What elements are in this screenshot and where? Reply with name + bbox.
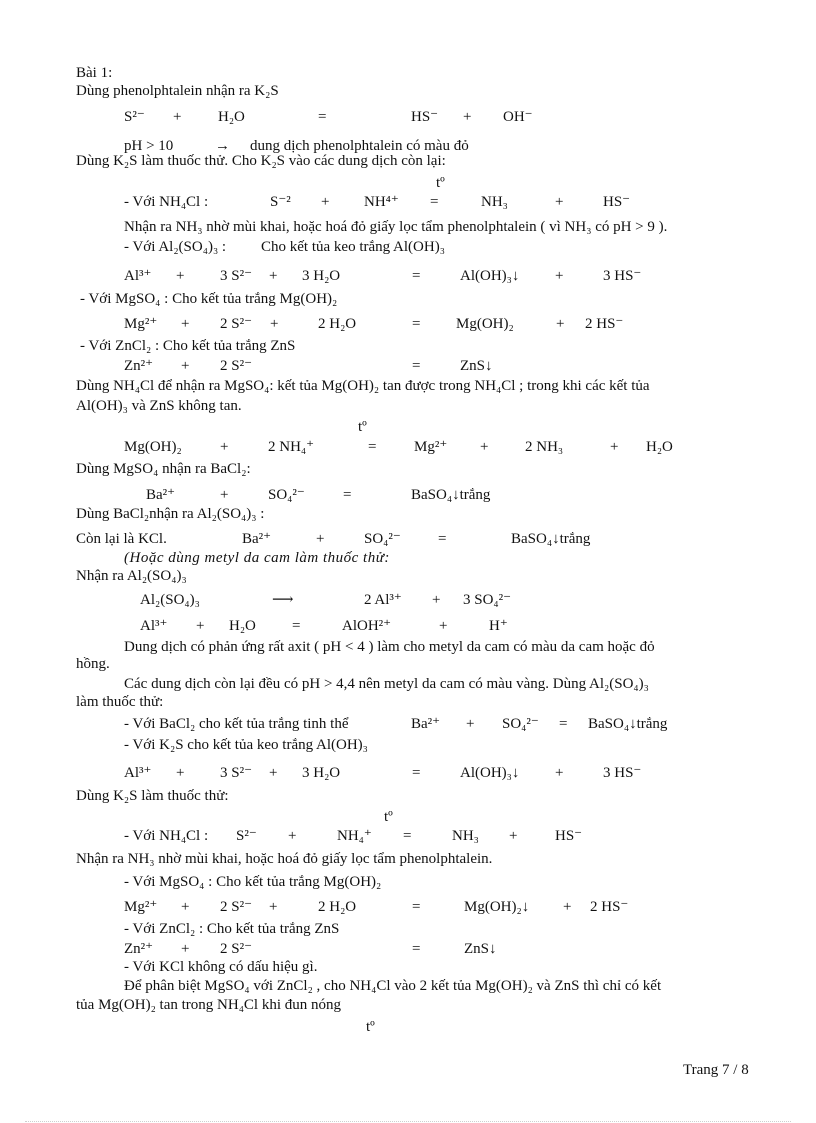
line-9-vo-i-al-so: - Với Al₂(SO₄)₃ : bbox=[124, 239, 227, 255]
line-9-cho-ke-t-tu-a-keo-tra-ng-al-: Cho kết tủa keo trắng Al(OH)₃ bbox=[261, 239, 445, 255]
line-33-al-oh: Al(OH)₃↓ bbox=[460, 765, 520, 781]
line-2-du-ng-phenolphtalein-nha-n-r: Dùng phenolphtalein nhận ra K₂S bbox=[76, 83, 279, 99]
line-7-symbol: = bbox=[430, 194, 439, 210]
line-39-symbol: + bbox=[269, 899, 278, 915]
line-36-vo-i-nh-cl: - Với NH₄Cl : bbox=[124, 828, 209, 844]
line-39-mg-oh: Mg(OH)₂↓ bbox=[464, 899, 530, 915]
line-25-symbol: + bbox=[432, 592, 441, 608]
line-4-symbol: → bbox=[215, 138, 230, 154]
line-31-baso-tra-ng: BaSO₄↓trắng bbox=[588, 716, 668, 732]
line-12-symbol: = bbox=[412, 316, 421, 332]
line-25-2-al: 2 Al³⁺ bbox=[364, 592, 402, 608]
line-39-mg: Mg²⁺ bbox=[124, 899, 158, 915]
line-1-ba-i-1: Bài 1: bbox=[76, 65, 113, 81]
line-20-symbol: = bbox=[343, 487, 352, 503]
line-33-symbol: + bbox=[269, 765, 278, 781]
line-12-mg-oh: Mg(OH)₂ bbox=[456, 316, 514, 332]
line-26-h-o: H₂O bbox=[229, 618, 256, 634]
line-39-2-h-o: 2 H₂O bbox=[318, 899, 357, 915]
line-31-so: SO₄²⁻ bbox=[502, 716, 539, 732]
line-36-symbol: = bbox=[403, 828, 412, 844]
line-18-symbol: + bbox=[480, 439, 489, 455]
line-3-symbol: + bbox=[173, 109, 182, 125]
line-31-symbol: + bbox=[466, 716, 475, 732]
line-31-vo-i-bacl-cho-ke-t-tu-a-tra-: - Với BaCl₂ cho kết tủa trắng tinh thể bbox=[124, 716, 349, 732]
line-33-symbol: + bbox=[555, 765, 564, 781]
line-4-ph-10: pH > 10 bbox=[124, 138, 174, 154]
line-40-vo-i-zncl-cho-ke-t-tu-a-tra-: - Với ZnCl₂ : Cho kết tủa trắng ZnS bbox=[124, 921, 340, 937]
line-10-3-hs: 3 HS⁻ bbox=[603, 268, 642, 284]
line-37-nha-n-ra-nh-nho-mu-i-khai-ho: Nhận ra NH₃ nhờ mùi khai, hoặc hoá đỏ giấy lọc tẩm phenolphtalein. bbox=[76, 851, 493, 867]
line-7-hs: HS⁻ bbox=[603, 194, 631, 210]
line-33-symbol: = bbox=[412, 765, 421, 781]
line-22-symbol: + bbox=[316, 531, 325, 547]
line-3-s: S²⁻ bbox=[124, 109, 145, 125]
line-14-2-s: 2 S²⁻ bbox=[220, 358, 253, 374]
line-25-3-so: 3 SO₄²⁻ bbox=[463, 592, 512, 608]
line-21-du-ng-bacl-nha-n-ra-al-so: Dùng BaCl₂nhận ra Al₂(SO₄)₃ : bbox=[76, 506, 265, 522]
line-19-du-ng-mgso-nha-n-ra-bacl: Dùng MgSO₄ nhận ra BaCl₂: bbox=[76, 461, 251, 477]
line-12-2-hs: 2 HS⁻ bbox=[585, 316, 624, 332]
line-7-vo-i-nh-cl: - Với NH₄Cl : bbox=[124, 194, 209, 210]
line-3-symbol: = bbox=[318, 109, 327, 125]
line-14-zns: ZnS↓ bbox=[460, 358, 493, 374]
line-18-symbol: = bbox=[368, 439, 377, 455]
line-18-symbol: + bbox=[610, 439, 619, 455]
line-20-so: SO₄²⁻ bbox=[268, 487, 305, 503]
line-44-tu-a-mg-oh-tan-trong-nh-cl-k: tủa Mg(OH)₂ tan trong NH₄Cl khi đun nóng bbox=[76, 997, 342, 1013]
line-4-dung-di-ch-phenolphtalein-co: dung dịch phenolphtalein có màu đỏ bbox=[250, 138, 469, 154]
line-36-nh: NH₄⁺ bbox=[337, 828, 372, 844]
line-29-ca-c-dung-di-ch-co-n-la-i-e-: Các dung dịch còn lại đều có pH > 4,4 nên metyl da cam có màu vàng. Dùng Al₂(SO₄)₃ bbox=[124, 676, 649, 692]
line-5-du-ng-k-s-la-m-thuo-c-thu-ch: Dùng K₂S làm thuốc thử. Cho K₂S vào các dung dịch còn lại: bbox=[76, 153, 446, 169]
line-22-ba: Ba²⁺ bbox=[242, 531, 272, 547]
line-8-nha-n-ra-nh-nho-mu-i-khai-ho: Nhận ra NH₃ nhờ mùi khai, hoặc hoá đỏ giấy lọc tẩm phenolphtalein ( vì NH₃ có pH > 9 ). bbox=[124, 219, 668, 235]
line-7-s: S⁻² bbox=[270, 194, 291, 210]
line-32-vo-i-k-s-cho-ke-t-tu-a-keo-t: - Với K₂S cho kết tủa keo trắng Al(OH)₃ bbox=[124, 737, 368, 753]
line-28-ho-ng: hồng. bbox=[76, 656, 110, 672]
line-39-2-s: 2 S²⁻ bbox=[220, 899, 253, 915]
line-33-al: Al³⁺ bbox=[124, 765, 152, 781]
line-10-symbol: = bbox=[412, 268, 421, 284]
line-36-nh: NH₃ bbox=[452, 828, 479, 844]
line-7-nh: NH⁴⁺ bbox=[364, 194, 399, 210]
line-33-3-hs: 3 HS⁻ bbox=[603, 765, 642, 781]
line-12-symbol: + bbox=[270, 316, 279, 332]
line-34-du-ng-k-s-la-m-thuo-c-thu: Dùng K₂S làm thuốc thử: bbox=[76, 788, 229, 804]
line-20-symbol: + bbox=[220, 487, 229, 503]
line-35-t: tº bbox=[384, 809, 393, 825]
line-45-t: tº bbox=[366, 1019, 375, 1035]
line-18-2-nh: 2 NH₃ bbox=[525, 439, 564, 455]
line-41-2-s: 2 S²⁻ bbox=[220, 941, 253, 957]
line-30-la-m-thuo-c-thu: làm thuốc thử: bbox=[76, 694, 164, 710]
line-10-symbol: + bbox=[555, 268, 564, 284]
line-25-al-so: Al₂(SO₄)₃ bbox=[140, 592, 200, 608]
line-24-nha-n-ra-al-so: Nhận ra Al₂(SO₄)₃ bbox=[76, 568, 187, 584]
line-12-mg: Mg²⁺ bbox=[124, 316, 158, 332]
line-38-vo-i-mgso-cho-ke-t-tu-a-tra-: - Với MgSO₄ : Cho kết tủa trắng Mg(OH)₂ bbox=[124, 874, 382, 890]
line-39-symbol: + bbox=[563, 899, 572, 915]
line-17-t: tº bbox=[358, 419, 367, 435]
line-12-2-h-o: 2 H₂O bbox=[318, 316, 357, 332]
line-31-ba: Ba²⁺ bbox=[411, 716, 441, 732]
line-13-vo-i-zncl-cho-ke-t-tu-a-tra-: - Với ZnCl₂ : Cho kết tủa trắng ZnS bbox=[80, 338, 296, 354]
line-3-oh: OH⁻ bbox=[503, 109, 533, 125]
line-7-symbol: + bbox=[321, 194, 330, 210]
line-14-zn: Zn²⁺ bbox=[124, 358, 154, 374]
line-22-so: SO₄²⁻ bbox=[364, 531, 401, 547]
line-14-symbol: + bbox=[181, 358, 190, 374]
line-14-symbol: = bbox=[412, 358, 421, 374]
line-26-symbol: + bbox=[196, 618, 205, 634]
line-10-symbol: + bbox=[176, 268, 185, 284]
line-20-baso-tra-ng: BaSO₄↓trắng bbox=[411, 487, 491, 503]
line-10-symbol: + bbox=[269, 268, 278, 284]
line-27-dung-di-ch-co-pha-n-u-ng-ra-: Dung dịch có phản ứng rất axit ( pH < 4 ) làm cho metyl da cam có màu da cam hoặc đỏ bbox=[124, 639, 655, 655]
line-10-al: Al³⁺ bbox=[124, 268, 152, 284]
line-18-mg: Mg²⁺ bbox=[414, 439, 448, 455]
line-18-mg-oh: Mg(OH)₂ bbox=[124, 439, 182, 455]
line-41-symbol: + bbox=[181, 941, 190, 957]
line-12-symbol: + bbox=[556, 316, 565, 332]
line-10-3-h-o: 3 H₂O bbox=[302, 268, 341, 284]
line-26-al: Al³⁺ bbox=[140, 618, 168, 634]
line-18-symbol: + bbox=[220, 439, 229, 455]
line-36-hs: HS⁻ bbox=[555, 828, 583, 844]
page-number: Trang 7 / 8 bbox=[683, 1062, 749, 1078]
line-26-symbol: + bbox=[439, 618, 448, 634]
line-31-symbol: = bbox=[559, 716, 568, 732]
line-33-3-h-o: 3 H₂O bbox=[302, 765, 341, 781]
line-39-symbol: + bbox=[181, 899, 190, 915]
line-36-symbol: + bbox=[288, 828, 297, 844]
line-39-symbol: = bbox=[412, 899, 421, 915]
line-20-ba: Ba²⁺ bbox=[146, 487, 176, 503]
line-25-symbol: ⟶ bbox=[272, 592, 294, 608]
line-12-2-s: 2 S²⁻ bbox=[220, 316, 253, 332]
line-36-s: S²⁻ bbox=[236, 828, 257, 844]
line-23-hoa-c-du-ng-metyl-da-cam-la-: (Hoặc dùng metyl da cam làm thuốc thử: bbox=[124, 550, 390, 566]
line-41-symbol: = bbox=[412, 941, 421, 957]
line-3-symbol: + bbox=[463, 109, 472, 125]
line-41-zn: Zn²⁺ bbox=[124, 941, 154, 957]
line-26-symbol: = bbox=[292, 618, 301, 634]
line-10-al-oh: Al(OH)₃↓ bbox=[460, 268, 520, 284]
line-26-aloh: AlOH²⁺ bbox=[342, 618, 392, 634]
line-12-symbol: + bbox=[181, 316, 190, 332]
line-7-nh: NH₃ bbox=[481, 194, 508, 210]
line-3-h-o: H₂O bbox=[218, 109, 245, 125]
line-3-hs: HS⁻ bbox=[411, 109, 439, 125]
line-11-vo-i-mgso-cho-ke-t-tu-a-tra-: - Với MgSO₄ : Cho kết tủa trắng Mg(OH)₂ bbox=[80, 291, 338, 307]
line-6-t: tº bbox=[436, 175, 445, 191]
line-15-du-ng-nh-cl-e-nha-n-ra-mgso-: Dùng NH₄Cl để nhận ra MgSO₄: kết tủa Mg(OH)₂ tan được trong NH₄Cl ; trong khi các kết tủa bbox=[76, 378, 650, 394]
line-42-vo-i-kcl-kho-ng-co-da-u-hie-: - Với KCl không có dấu hiệu gì. bbox=[124, 959, 318, 975]
line-39-2-hs: 2 HS⁻ bbox=[590, 899, 629, 915]
line-33-3-s: 3 S²⁻ bbox=[220, 765, 253, 781]
line-41-zns: ZnS↓ bbox=[464, 941, 497, 957]
line-43-e-pha-n-bie-t-mgso-vo-i-zncl: Để phân biệt MgSO₄ với ZnCl₂ , cho NH₄Cl vào 2 kết tủa Mg(OH)₂ và ZnS thì chỉ có kết bbox=[124, 978, 662, 994]
line-26-h: H⁺ bbox=[489, 618, 508, 634]
line-18-2-nh: 2 NH₄⁺ bbox=[268, 439, 315, 455]
line-7-symbol: + bbox=[555, 194, 564, 210]
line-10-3-s: 3 S²⁻ bbox=[220, 268, 253, 284]
line-22-co-n-la-i-la-kcl: Còn lại là KCl. bbox=[76, 531, 167, 547]
page-edge-divider bbox=[25, 1121, 791, 1122]
line-18-h-o: H₂O bbox=[646, 439, 673, 455]
line-16-al-oh-va-zns-kho-ng-tan: Al(OH)₃ và ZnS không tan. bbox=[76, 398, 242, 414]
line-33-symbol: + bbox=[176, 765, 185, 781]
line-22-symbol: = bbox=[438, 531, 447, 547]
line-36-symbol: + bbox=[509, 828, 518, 844]
line-22-baso-tra-ng: BaSO₄↓trắng bbox=[511, 531, 591, 547]
